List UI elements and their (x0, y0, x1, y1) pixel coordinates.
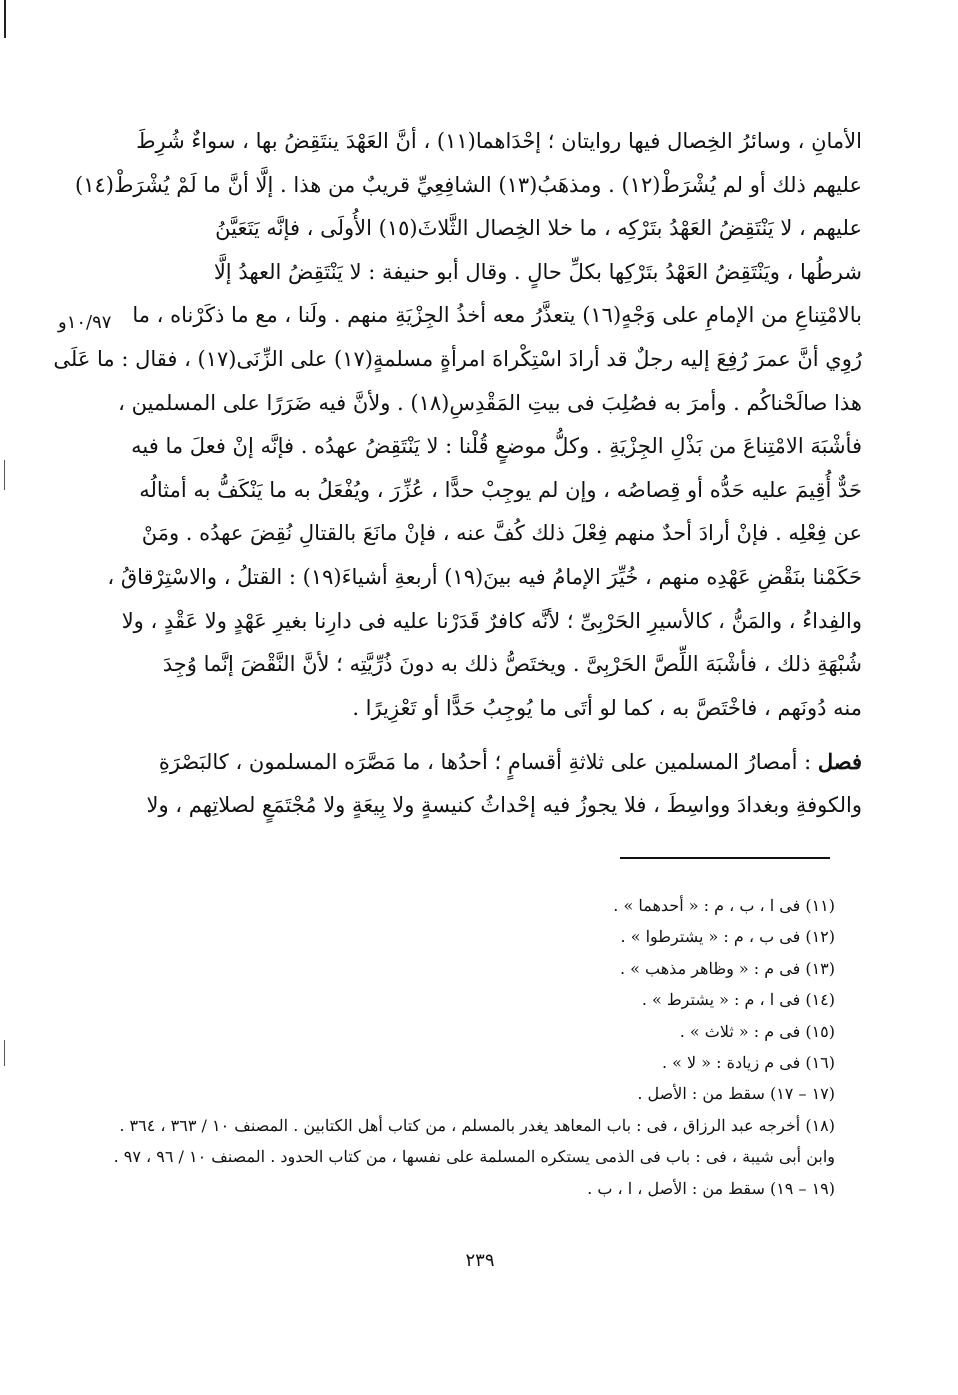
text-line: عن فِعْلِه . فإنْ أرادَ أحدٌ منهم فِعْلَ ذلك كُفَّ عنه ، فإنْ مانَعَ بالقتالِ نُقِضَ عهدُه . ومَنْ (141, 521, 862, 546)
text-line: منه دُونَهم ، فاخْتَصَّ به ، كما لو أتَى ما يُوجِبُ حَدًّا أو تَعْزِيرًا . (352, 695, 862, 720)
footnote: (١٢) فى ب ، م : « يشترطوا » . (620, 927, 835, 947)
text-line: عليهم ذلك أو لم يُشْرَطْ(١٢) . ومذهَبُ(١٣) الشافِعِيِّ قريبٌ من هذا . إلَّا أنَّ ما لَمْ يُشْرَطْ(١٤) (75, 172, 862, 197)
text-line: والفِداءُ ، والمَنُّ ، كالأسيرِ الحَرْبِىِّ ؛ لأنَّه كافرٌ قَدَرْنا عليه فى دارِنا بغيرِ عَهْدٍ ولا عَقْدٍ ، ولا (121, 608, 862, 633)
section-text: : أمصارُ المسلمين على ثلاثةِ أقسامٍ ؛ أحدُها ، ما مَصَّرَه المسلمون ، كالبَصْرَةِ (158, 750, 818, 774)
footnote-divider (620, 857, 830, 859)
text-line: بالامْتِناعِ من الإمامِ على وَجْهٍ(١٦) يتعذَّرُ معه أخذُ الجِزْيَةِ منهم . ولَنا ، مع ما ذكَرْناه ، ما (132, 303, 862, 328)
page-number: ٢٣٩ (465, 1250, 495, 1271)
section-heading: فصل (817, 749, 862, 774)
footnote: (١٣) فى م : « وظاهر مذهب » . (619, 958, 835, 978)
text-line: هذا صالَحْناكُم . وأمرَ به فصُلِبَ فى بيتِ المَقْدِسِ(١٨) . ولأنَّ فيه ضَرَرًا على المسلمين ، (118, 390, 862, 415)
section-first-line (150, 740, 862, 784)
footnote: (١٧ – ١٧) سقط من : الأصل . (637, 1084, 835, 1104)
text-line: عليهم ، لا يَنْتَقِضُ العَهْدُ بتَرْكِه ، ما خلا الخِصال الثَّلاثَ(١٥) الأُولَى ، فإنَّه يَتَعَيَّنُ (215, 216, 862, 241)
footnote: وابن أبى شيبة ، فى : باب فى الذمى يستكره المسلمة على نفسها ، من كتاب الحدود . المصنف ١٠ / ٩٦ ، ٩٧ . (113, 1147, 835, 1167)
text-line: شُبْهَةِ ذلك ، فأشْبَهَ اللِّصَّ الحَرْبِىَّ . ويختَصُّ ذلك به دونَ ذُرِّيَّتِه ؛ لأنَّ النَّقْضَ إنَّما وُجِدَ (162, 652, 862, 677)
text-line: حَكَمْنا بنَقْضِ عَهْدِه منهم ، خُيِّرَ الإمامُ فيه بينَ(١٩) أربعةِ أشياءَ(١٩) : القتلُ ، والاسْتِرْقاقُ ، (107, 564, 862, 589)
text-line: شرطُها ، ويَنْتَقِضُ العَهْدُ بتَرْكِها بكلِّ حالٍ . وقال أبو حنيفة : لا يَنْتَقِضُ العهدُ إلَّا (213, 259, 862, 284)
footnote: (١٩ – ١٩) سقط من : الأصل ، ا ، ب . (587, 1178, 835, 1198)
margin-reference: ١٠/٩٧و (58, 312, 112, 333)
footnote: (١٦) فى م زيادة : « لا » . (662, 1053, 835, 1073)
footnote: (١٥) فى م : « ثلاث » . (679, 1021, 835, 1041)
left-edge-mark (4, 0, 6, 38)
section-paragraph (146, 740, 862, 827)
left-edge-mark (4, 1040, 5, 1066)
section-text: والكوفةِ وبغدادَ وواسِطَ ، فلا يجوزُ فيه إحْداثُ كنيسةٍ ولا بِيعَةٍ ولا مُجْتَمَعٍ لصلاتِهم ، ولا (146, 792, 862, 817)
text-line: رُوِي أنَّ عمرَ رُفِعَ إليه رجلٌ قد أرادَ اسْتِكْراهَ امرأةٍ مسلمةٍ(١٧) على الزِّنَى(١٧) ، فقال : ما عَلَى (53, 346, 862, 371)
text-line: الأمانِ ، وسائرُ الخِصال فيها روايتان ؛ إحْدَاهما(١١) ، أنَّ العَهْدَ ينتَقِضُ بها ، سواءٌ شُرِطَ (136, 129, 862, 153)
footnotes (113, 890, 835, 1204)
left-edge-mark (4, 460, 5, 490)
footnote: (١١) فى ا ، ب ، م : « أحدهما » . (613, 896, 835, 915)
footnote: (١٨) أخرجه عبد الرزاق ، فى : باب المعاهد يغدر بالمسلم ، من كتاب أهل الكتابين . المصنف ١٠ / ٣٦٣ ، ٣٦٤ . (119, 1115, 835, 1135)
text-line: حَدٌّ أُقِيمَ عليه حَدُّه أو قِصاصُه ، وإن لم يوجِبْ حدًّا ، عُزِّرَ ، ويُفْعَلُ به ما يَنْكَفُّ به أمثالُه (139, 477, 862, 502)
text-line: فأشْبَهَ الامْتِناعَ من بَذْلِ الجِزْيَةِ . وكلُّ موضعٍ قُلْنا : لا يَنْتَقِضُ عهدُه . فإنَّه إنْ فعلَ ما فيه (131, 434, 862, 459)
footnote: (١٤) فى ا ، م : « يشترط » . (641, 990, 835, 1010)
